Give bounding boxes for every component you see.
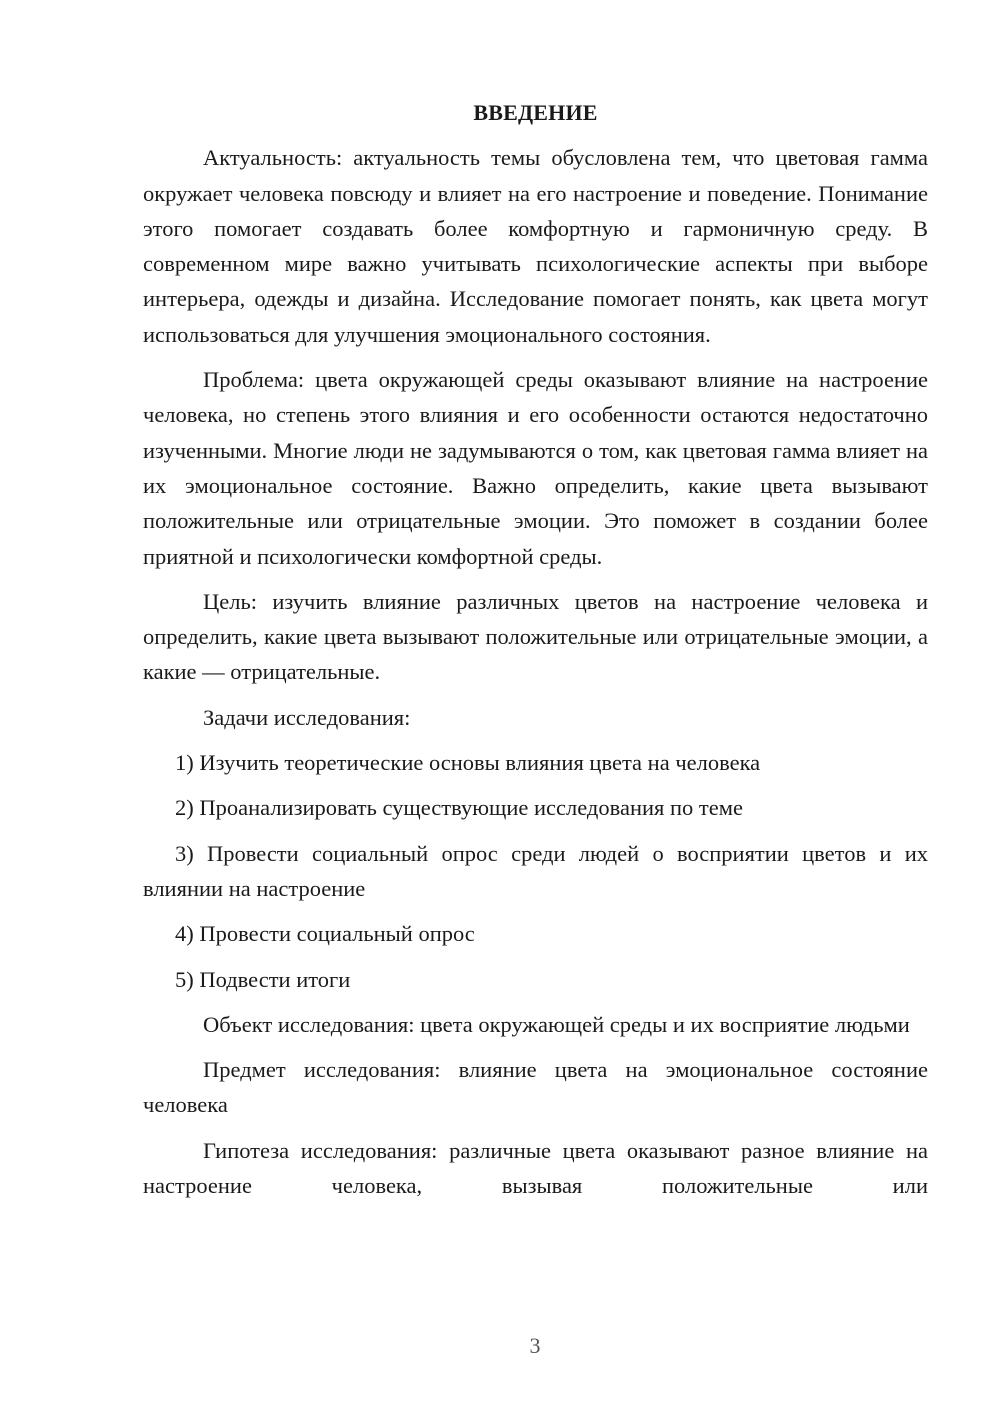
page-number: 3 <box>529 1333 541 1358</box>
task-item-4: 4) Провести социальный опрос <box>175 921 475 947</box>
relevance-paragraph: Актуальность: актуальность темы обусловлена тем, что цветовая гамма окружает человека повсюду и влияет на его настроение и поведение. Понимание этого помогает создавать более комфортную и гармоничную среду. В современном мире важно учитывать психологические аспекты при выборе интерьера, одежды и дизайна. Исследование помогает понять, как цвета могут использоваться для улучшения эмоционального состояния. <box>143 145 928 347</box>
goal-paragraph: Цель: изучить влияние различных цветов на настроение человека и определить, какие цвета вызывают положительные или отрицательные эмоции, а какие — отрицательные. <box>143 588 928 685</box>
tasks-title: Задачи исследования: <box>203 704 411 730</box>
subject-paragraph: Предмет исследования: влияние цвета на эмоциональное состояние человека <box>143 1057 928 1118</box>
problem-paragraph: Проблема: цвета окружающей среды оказывают влияние на настроение человека, но степень этого влияния и его особенности остаются недостаточно изученными. Многие люди не задумываются о том, как цветовая гамма влияет на их эмоциональное состояние. Важно определить, какие цвета вызывают положительные или отрицательные эмоции. Это поможет в создании более приятной и психологически комфортной среды. <box>143 367 928 569</box>
task-item-1: 1) Изучить теоретические основы влияния цвета на человека <box>175 750 761 776</box>
section-heading: ВВЕДЕНИЕ <box>473 100 598 125</box>
page-content <box>143 95 928 1213</box>
task-item-2: 2) Проанализировать существующие исследования по теме <box>175 795 743 821</box>
object-paragraph: Объект исследования: цвета окружающей среды и их восприятие людьми <box>203 1011 910 1037</box>
task-item-3: 3) Провести социальный опрос среди людей о восприятии цветов и их влиянии на настроение <box>143 840 928 901</box>
hypothesis-paragraph: Гипотеза исследования: различные цвета оказывают разное влияние на настроение человека, вызывая положительные или <box>143 1137 928 1199</box>
task-item-5: 5) Подвести итоги <box>175 966 351 992</box>
